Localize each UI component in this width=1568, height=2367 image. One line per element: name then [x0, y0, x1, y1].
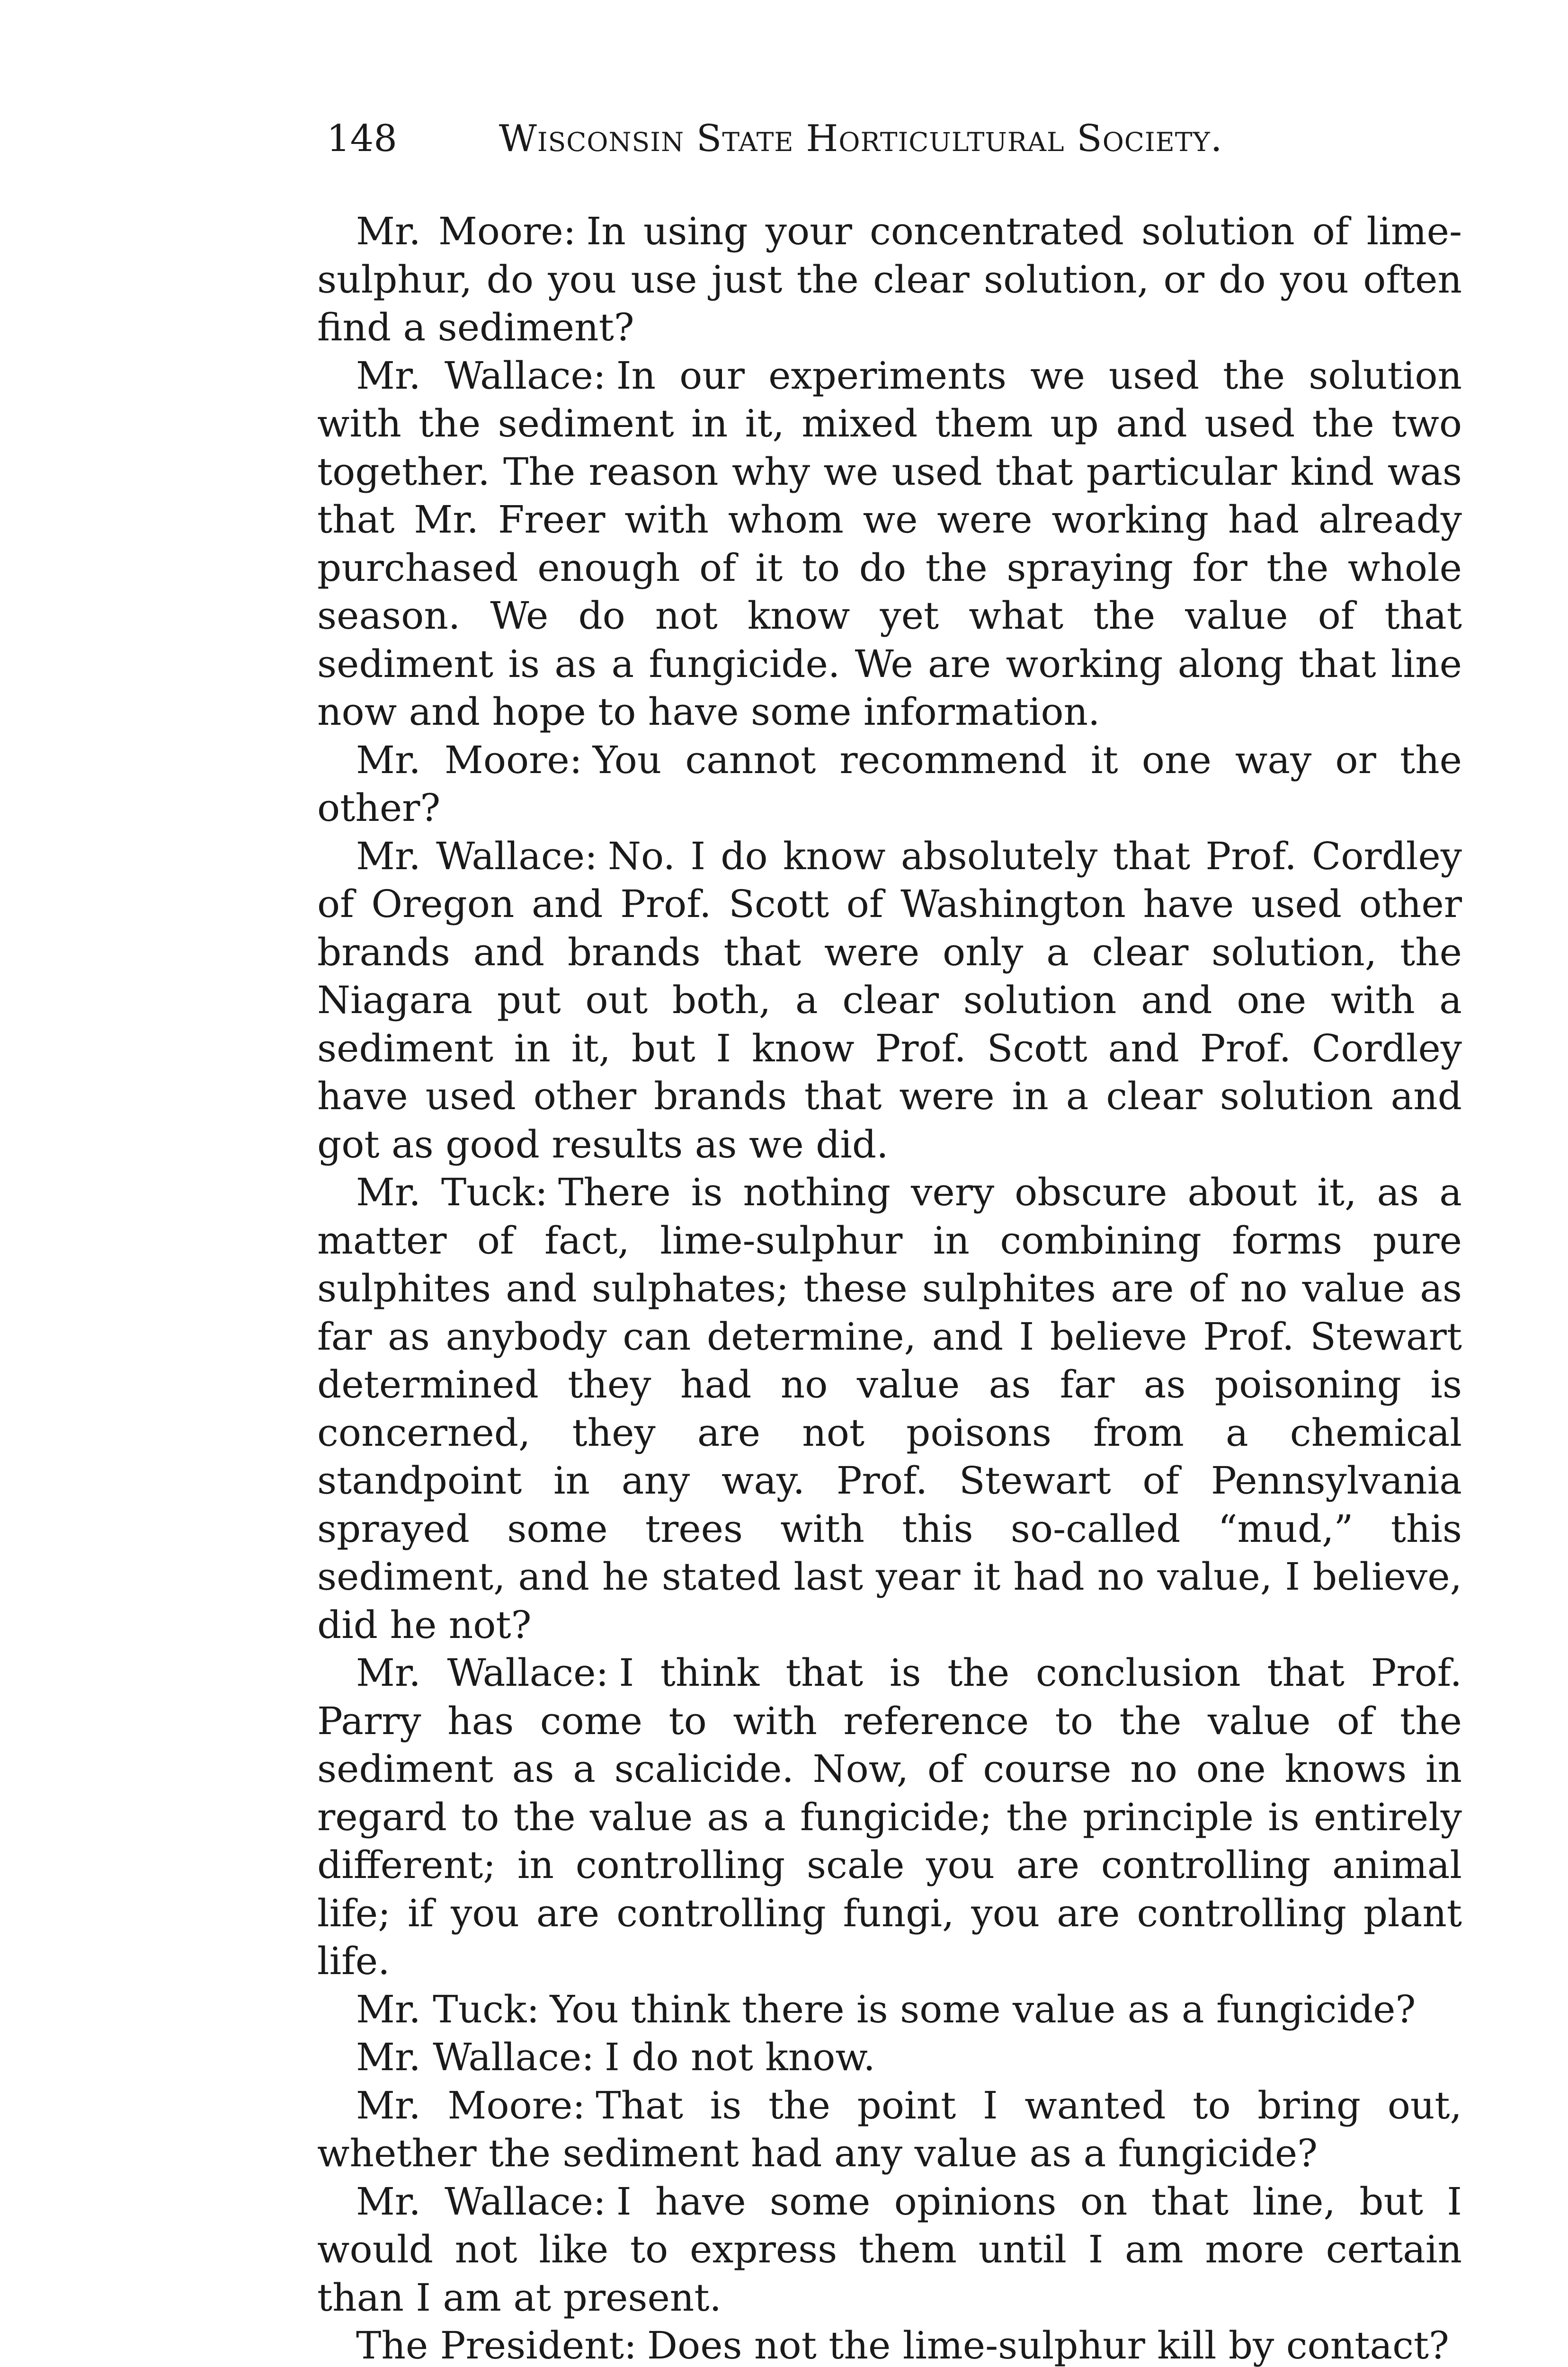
- dialogue-text: There is nothing very obscure about it, as a matter of fact, lime-sulphur in combining forms pure sulphites and sulphates; these sulphites are of no value as far as anybody can determine, and I believe Prof. Stewart determined they had no value as far as poisoning is concerned, they are not poisons from a chemical standpoint in any way. Prof. Stewart of Pennsylvania sprayed some trees with this so-called “mud,” this sediment, and he stated last year it had no value, I believe, did he not?: [317, 1170, 1462, 1647]
- dialogue-text: You cannot recommend it one way or the other?: [317, 738, 1462, 830]
- page-header: [327, 113, 1321, 165]
- dialogue-paragraph: [317, 2033, 1462, 2082]
- dialogue-text: That is the point I wanted to bring out, whether the sediment had any value as a fungicide?: [317, 2083, 1462, 2175]
- dialogue-text: I have some opinions on that line, but I would not like to express them until I am more certain than I am at present.: [317, 2179, 1462, 2320]
- dialogue-paragraph: [317, 736, 1462, 832]
- dialogue-text: In using your concentrated solution of lime-sulphur, do you use just the clear solution, or do you often find a sediment?: [317, 209, 1462, 349]
- dialogue-paragraph: [317, 832, 1462, 1169]
- dialogue-text: I think that is the conclusion that Prof. Parry has come to with reference to the value of the sediment as a scalicide. Now, of course no one knows in regard to the value as a fungicide; the principle is entirely different; in controlling scale you are controlling animal life; if you are controlling fungi, you are controlling plant life.: [317, 1651, 1462, 1983]
- dialogue-paragraph: [317, 2082, 1462, 2178]
- speaker-name: Mr. Wallace:: [356, 1651, 609, 1695]
- dialogue-text: I do not know.: [605, 2035, 875, 2079]
- dialogue-paragraph: [317, 1168, 1462, 1649]
- transcript-body: [317, 207, 1462, 2367]
- page-number: 148: [327, 117, 397, 160]
- speaker-name: Mr. Wallace:: [356, 2179, 606, 2224]
- speaker-name: Mr. Wallace:: [356, 2035, 595, 2079]
- dialogue-text: You think there is some value as a fungicide?: [550, 1987, 1416, 2031]
- dialogue-paragraph: [317, 2178, 1462, 2322]
- running-title: Wisconsin State Horticultural Society.: [499, 117, 1223, 160]
- speaker-name: Mr. Moore:: [356, 738, 582, 782]
- dialogue-paragraph: [317, 2322, 1462, 2367]
- speaker-name: Mr. Moore:: [356, 209, 576, 253]
- dialogue-text: In our experiments we used the solution with the sediment in it, mixed them up and used the two together. The reason why we used that particular kind was that Mr. Freer with whom we were working had already purchased enough of it to do the spraying for the whole season. We do not know yet what the value of that sediment is as a fungicide. We are working along that line now and hope to have some information.: [317, 353, 1462, 734]
- speaker-name: Mr. Wallace:: [356, 834, 597, 878]
- speaker-name: The President:: [356, 2323, 637, 2367]
- speaker-name: Mr. Tuck:: [356, 1987, 540, 2031]
- speaker-name: Mr. Moore:: [356, 2083, 586, 2127]
- dialogue-text: No. I do know absolutely that Prof. Cordley of Oregon and Prof. Scott of Washington have used other brands and brands that were only a clear solution, the Niagara put out both, a clear solution and one with a sediment in it, but I know Prof. Scott and Prof. Cordley have used other brands that were in a clear solution and got as good results as we did.: [317, 834, 1462, 1166]
- dialogue-paragraph: [317, 1649, 1462, 1985]
- speaker-name: Mr. Tuck:: [356, 1170, 548, 1214]
- dialogue-text: Does not the lime-sulphur kill by contact?: [647, 2323, 1449, 2367]
- speaker-name: Mr. Wallace:: [356, 353, 606, 398]
- dialogue-paragraph: [317, 207, 1462, 352]
- dialogue-paragraph: [317, 1985, 1462, 2034]
- dialogue-paragraph: [317, 352, 1462, 736]
